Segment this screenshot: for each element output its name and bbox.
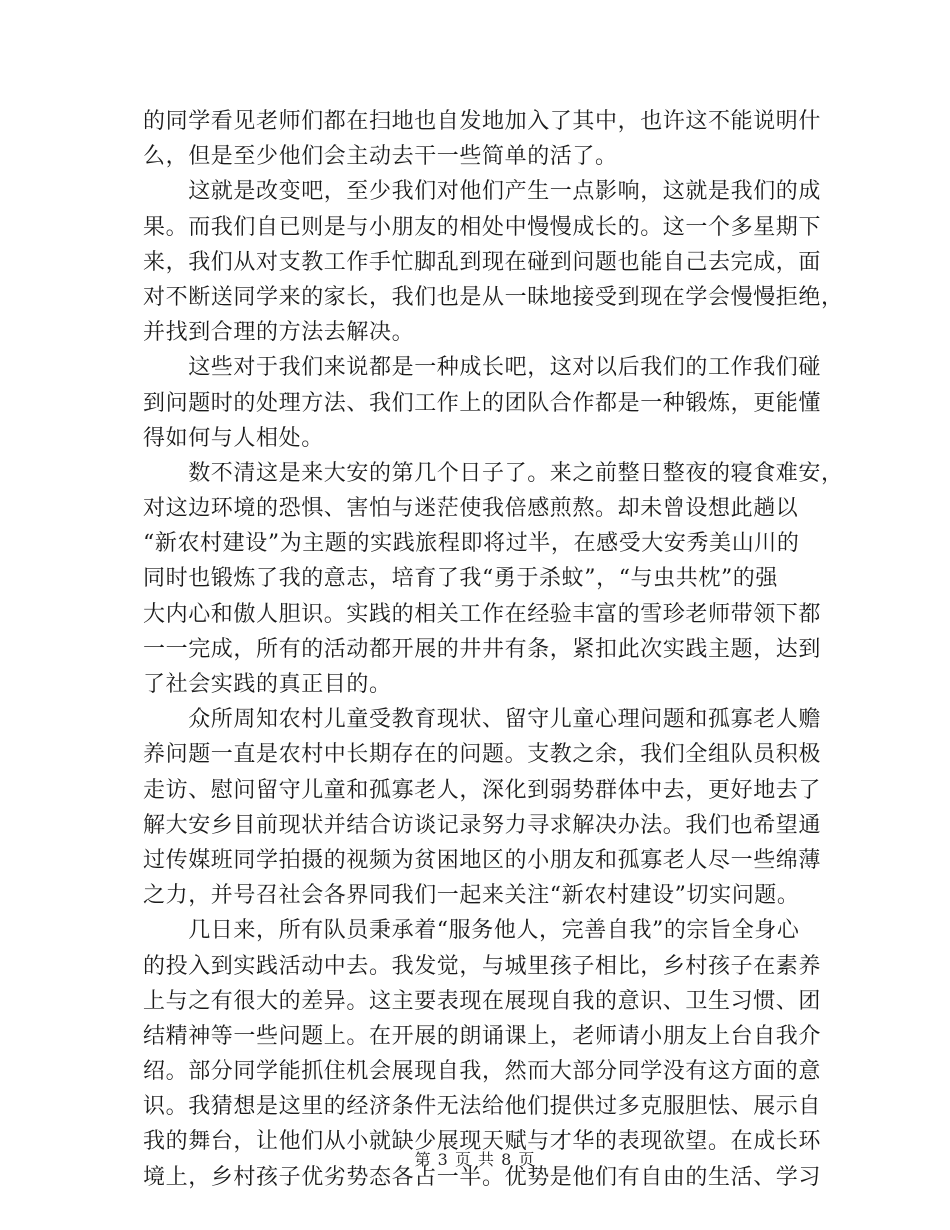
text-line: 了社会实践的真正目的。 [143,672,392,697]
text-line: 的投入到实践活动中去。我发觉，与城里孩子相比，乡村孩子在素养 [143,953,822,979]
text-line: 到问题时的处理方法、我们工作上的团队合作都是一种锻炼，更能懂 [143,390,822,416]
text-line: 之力，并号召社会各界同我们一起来关注“新农村建设”切实问题。 [143,883,800,909]
text-line: 同时也锻炼了我的意志，培育了我“勇于杀蚊”，“与虫共枕”的强 [143,566,778,592]
text-line: 上与之有很大的差异。这主要表现在展现自我的意识、卫生习惯、团 [143,988,822,1014]
text-line: 我的舞台，让他们从小就缺少展现天赋与才华的表现欲望。在成长环 [143,1129,822,1155]
text-line: 一一完成，所有的活动都开展的井井有条，紧扣此次实践主题，达到 [143,636,822,662]
text-line: 走访、慰问留守儿童和孤寡老人，深化到弱势群体中去，更好地去了 [143,777,822,803]
text-line: 这些对于我们来说都是一种成长吧，这对以后我们的工作我们碰 [143,355,822,381]
text-line: 得如何与人相处。 [143,425,324,451]
text-line: 这就是改变吧，至少我们对他们产生一点影响，这就是我们的成 [143,179,822,205]
text-line: 识。我猜想是这里的经济条件无法给他们提供过多克服胆怯、展示自 [143,1094,822,1120]
text-line: 境上，乡村孩子优劣势态各占一半。优势是他们有自由的生活、学习 [143,1164,822,1190]
text-line: 的同学看见老师们都在扫地也自发地加入了其中，也许这不能说明什 [143,109,822,134]
text-line: 养问题一直是农村中长期存在的问题。支教之余，我们全组队员积极 [143,742,822,768]
page-number-footer: 第 3 页 共 8 页 [414,1150,536,1169]
text-line: 大内心和傲人胆识。实践的相关工作在经验丰富的雪珍老师带领下都 [143,601,822,627]
text-line: 并找到合理的方法去解决。 [143,320,415,346]
text-line: 来，我们从对支教工作手忙脚乱到现在碰到问题也能自己去完成，面 [143,249,822,275]
text-line: 数不清这是来大安的第几个日子了。来之前整日整夜的寝食难安， [143,460,844,486]
text-line: 绍。部分同学能抓住机会展现自我，然而大部分同学没有这方面的意 [143,1059,822,1085]
text-line: 众所周知农村儿童受教育现状、留守儿童心理问题和孤寡老人赡 [143,707,822,733]
text-line: 过传媒班同学拍摄的视频为贫困地区的小朋友和孤寡老人尽一些绵薄 [143,847,822,873]
text-line: 对不断送同学来的家长，我们也是从一昧地接受到现在学会慢慢拒绝， [143,284,844,310]
text-line: 解大安乡目前现状并结合访谈记录努力寻求解决办法。我们也希望通 [143,812,822,838]
text-line: 果。而我们自已则是与小朋友的相处中慢慢成长的。这一个多星期下 [143,214,822,240]
text-line: “新农村建设”为主题的实践旅程即将过半，在感受大安秀美山川的 [143,531,800,557]
text-line: 对这边环境的恐惧、害怕与迷茫使我倍感煎熬。却未曾设想此趟以 [143,496,799,522]
text-line: 么，但是至少他们会主动去干一些简单的活了。 [143,144,618,170]
text-line: 几日来，所有队员秉承着“服务他人，完善自我”的宗旨全身心 [143,918,800,944]
document-body [143,104,844,1195]
text-line: 结精神等一些问题上。在开展的朗诵课上，老师请小朋友上台自我介 [143,1023,822,1049]
